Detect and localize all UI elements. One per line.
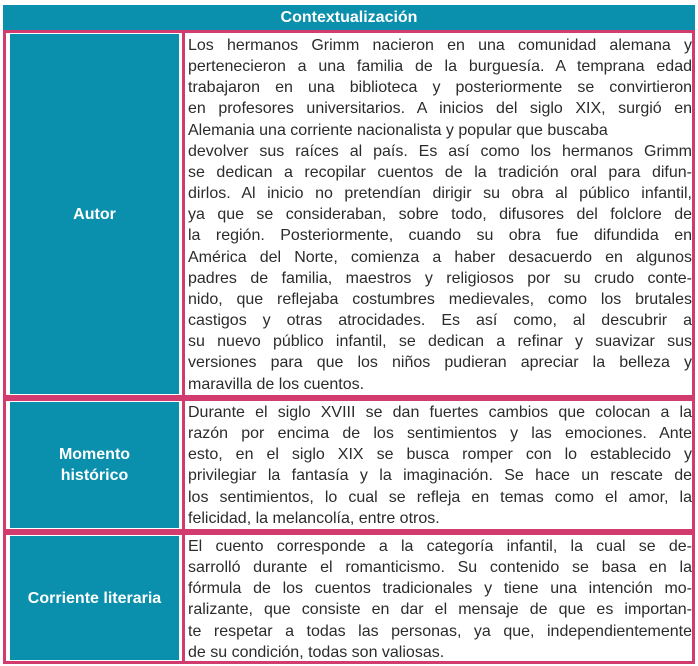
text-line: El cuento corresponde a la categoría infantil, la cual se de- bbox=[188, 538, 692, 555]
text-line: felicidad, la melancolía, entre otros. bbox=[188, 509, 440, 527]
table-title: Contextualización bbox=[3, 5, 695, 30]
label-momento-historico: Momento histórico bbox=[10, 402, 179, 528]
text-line: ya que se consideraban, sobre todo, difusores del folclore de bbox=[188, 206, 692, 224]
text-line: privilegiar la fantasía y la imaginación. Se hace un rescate de bbox=[188, 467, 692, 485]
text-line: la región. Posteriormente, cuando su obra fue difundida en bbox=[188, 227, 692, 245]
text-line: nido, que reflejaba costumbres medievales, como los brutales bbox=[188, 290, 692, 308]
text-line: se dedican a recopilar cuentos de la tradición oral para difun- bbox=[188, 163, 692, 181]
text-line: razón por encima de los sentimientos y las emociones. Ante bbox=[188, 425, 692, 443]
label-corriente-literaria: Corriente literaria bbox=[10, 536, 179, 660]
text-line: castigos y otras atrocidades. Es así como, al descubrir a bbox=[188, 312, 692, 330]
text-line: fórmula de los cuentos tradicionales y tiene una intención mo- bbox=[188, 580, 692, 598]
text-line: devolver sus raíces al país. Es así como los hermanos Grimm bbox=[188, 142, 692, 160]
text-line: Alemania una corriente nacionalista y popular que buscaba bbox=[188, 121, 608, 139]
row-corriente-literaria bbox=[3, 532, 695, 664]
text-line: maravilla de los cuentos. bbox=[188, 375, 365, 393]
column-divider bbox=[182, 33, 185, 395]
text-line: América del Norte, comienza a haber desacuerdo en algunos bbox=[188, 248, 692, 266]
text-line: su nuevo público infantil, se dedican a refinar y suavizar sus bbox=[188, 333, 692, 351]
text-line: ralizante, que consiste en dar el mensaje de que es importan- bbox=[188, 601, 692, 619]
column-divider bbox=[182, 535, 185, 661]
text-line: te respetar a todas las personas, ya que, independientemente bbox=[188, 622, 692, 640]
text-line: versiones para que los niños pudieran apreciar la belleza y bbox=[188, 354, 692, 372]
text-line: sarrolló durante el romanticismo. Su contenido se basa en la bbox=[188, 559, 692, 577]
row-momento-historico bbox=[3, 398, 695, 532]
text-line: esto, en el siglo XIX se busca romper con lo establecido y bbox=[188, 446, 692, 464]
text-line: de su condición, todas son valiosas. bbox=[188, 643, 445, 661]
row-autor bbox=[3, 30, 695, 398]
text-line: pertenecieron a una familia de la burguesía. A temprana edad bbox=[188, 58, 692, 76]
label-autor: Autor bbox=[10, 34, 179, 394]
text-line: padres de familia, maestros y religiosos por su crudo conte- bbox=[188, 269, 692, 287]
text-line: en profesores universitarios. A inicios del siglo XIX, surgió en bbox=[188, 100, 692, 118]
text-autor bbox=[188, 33, 692, 395]
text-momento-historico bbox=[188, 401, 692, 529]
text-corriente-literaria bbox=[188, 535, 692, 661]
text-line: los sentimientos, lo cual se refleja en temas como el amor, la bbox=[188, 488, 692, 506]
text-line: Los hermanos Grimm nacieron en una comunidad alemana y bbox=[188, 37, 692, 54]
text-line: dirlos. Al inicio no pretendían dirigir su obra al público infantil, bbox=[188, 185, 692, 203]
column-divider bbox=[182, 401, 185, 529]
text-line: trabajaron en una biblioteca y posteriormente se convirtieron bbox=[188, 79, 692, 97]
text-line: Durante el siglo XVIII se dan fuertes cambios que colocan a la bbox=[188, 404, 692, 421]
